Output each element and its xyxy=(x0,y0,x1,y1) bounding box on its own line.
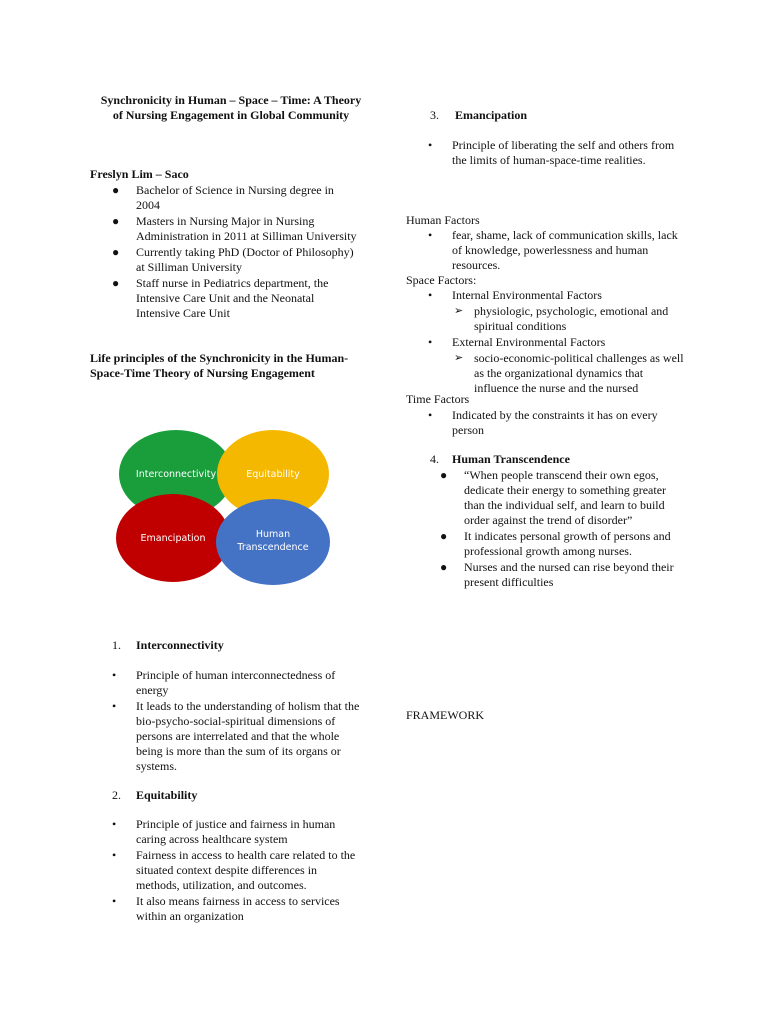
author-name: Freslyn Lim – Saco xyxy=(90,167,189,181)
list-item: • Internal Environmental Factors xyxy=(428,288,602,302)
section-title: Interconnectivity xyxy=(136,638,224,652)
list-item: ● Bachelor of Science in Nursing degree in 2004 xyxy=(112,183,334,212)
emancipation-list xyxy=(406,138,676,169)
list-item: ● Staff nurse in Pediatrics department, the Intensive Care Unit and the Neonatal Intensive Care Unit xyxy=(112,276,329,320)
document-title: Synchronicity in Human – Space – Time: A Theory of Nursing Engagement in Global Community xyxy=(100,93,362,122)
human-transcendence-list xyxy=(418,468,684,591)
framework-heading: FRAMEWORK xyxy=(406,708,485,722)
bullet-icon: • xyxy=(112,699,117,713)
bullet-icon: • xyxy=(428,228,433,242)
time-factors-label: Time Factors xyxy=(406,392,470,406)
arrow-bullet-icon: ➢ xyxy=(454,352,464,364)
human-factors-list xyxy=(406,228,682,274)
human-label: Human xyxy=(255,529,291,540)
list-item: • Fairness in access to health care related to the situated context despite differences in methods, utilization, and outcomes. xyxy=(112,848,356,892)
list-item: • fear, shame, lack of communication skills, lack of knowledge, powerlessness and human resources. xyxy=(428,228,678,272)
bullet-icon: • xyxy=(112,848,117,862)
section-title: Human Transcendence xyxy=(452,452,570,466)
bullet-icon: ● xyxy=(112,276,120,290)
emancipation-label: Emancipation xyxy=(140,533,206,544)
list-item: ● It indicates personal growth of persons and professional growth among nurses. xyxy=(440,529,671,558)
list-item: • Principle of justice and fairness in human caring across healthcare system xyxy=(112,817,336,846)
human-factors-label: Human Factors xyxy=(406,213,480,227)
transcendence-label: Transcendence xyxy=(237,542,309,553)
list-item: ● “When people transcend their own egos, dedicate their energy to something greater than the individual self, and learn to build order against the trend of disorder” xyxy=(440,468,667,527)
list-item: • Principle of liberating the self and others from the limits of human-space-time realities. xyxy=(428,138,675,167)
list-item: • It also means fairness in access to services within an organization xyxy=(112,894,340,923)
bullet-icon: ● xyxy=(112,214,120,228)
space-factors-list xyxy=(406,288,688,397)
principles-diagram xyxy=(110,420,350,590)
list-item: ● Currently taking PhD (Doctor of Philosophy) at Silliman University xyxy=(112,245,354,274)
list-item: • It leads to the understanding of holism that the bio-psycho-social-spiritual dimensions of persons are interrelated and that the whole being is more than the sum of its organs or systems. xyxy=(112,699,360,773)
bullet-icon: • xyxy=(428,138,433,152)
bullet-icon: ● xyxy=(112,183,120,197)
bullet-icon: ● xyxy=(440,560,448,574)
list-item: ➢ socio-economic-political challenges as well as the organizational dynamics that influence the nurse and the nursed xyxy=(454,351,684,395)
bullet-icon: • xyxy=(428,408,433,422)
list-item: • Indicated by the constraints it has on every person xyxy=(428,408,658,437)
list-item: • Principle of human interconnectedness of energy xyxy=(112,668,336,697)
bullet-icon: ● xyxy=(440,468,448,482)
section-number: 1. xyxy=(112,638,121,652)
bullet-icon: • xyxy=(112,817,117,831)
list-item: ● Masters in Nursing Major in Nursing Administration in 2011 at Silliman University xyxy=(112,214,357,243)
section-number: 4. xyxy=(430,452,439,466)
equitability-list xyxy=(90,817,362,925)
list-item: ● Nurses and the nursed can rise beyond their present difficulties xyxy=(440,560,674,589)
author-credentials xyxy=(90,183,360,322)
section-number: 2. xyxy=(112,788,121,802)
principles-heading: Life principles of the Synchronicity in the Human-Space-Time Theory of Nursing Engagement xyxy=(90,351,349,380)
list-item: ➢ physiologic, psychologic, emotional and spiritual conditions xyxy=(454,304,669,333)
section-number: 3. xyxy=(430,108,439,122)
bullet-icon: ● xyxy=(112,245,120,259)
bullet-icon: • xyxy=(112,668,117,682)
bullet-icon: • xyxy=(428,335,433,349)
arrow-bullet-icon: ➢ xyxy=(454,305,464,317)
time-factors-list xyxy=(406,408,682,439)
bullet-icon: • xyxy=(112,894,117,908)
interconnectivity-label: Interconnectivity xyxy=(135,469,217,480)
space-factors-label: Space Factors: xyxy=(406,273,477,287)
equitability-label: Equitability xyxy=(246,469,300,480)
bullet-icon: ● xyxy=(440,529,448,543)
interconnectivity-list xyxy=(90,668,366,775)
list-item: • External Environmental Factors xyxy=(428,335,606,349)
bullet-icon: • xyxy=(428,288,433,302)
section-title: Equitability xyxy=(136,788,198,802)
section-title: Emancipation xyxy=(455,108,528,122)
